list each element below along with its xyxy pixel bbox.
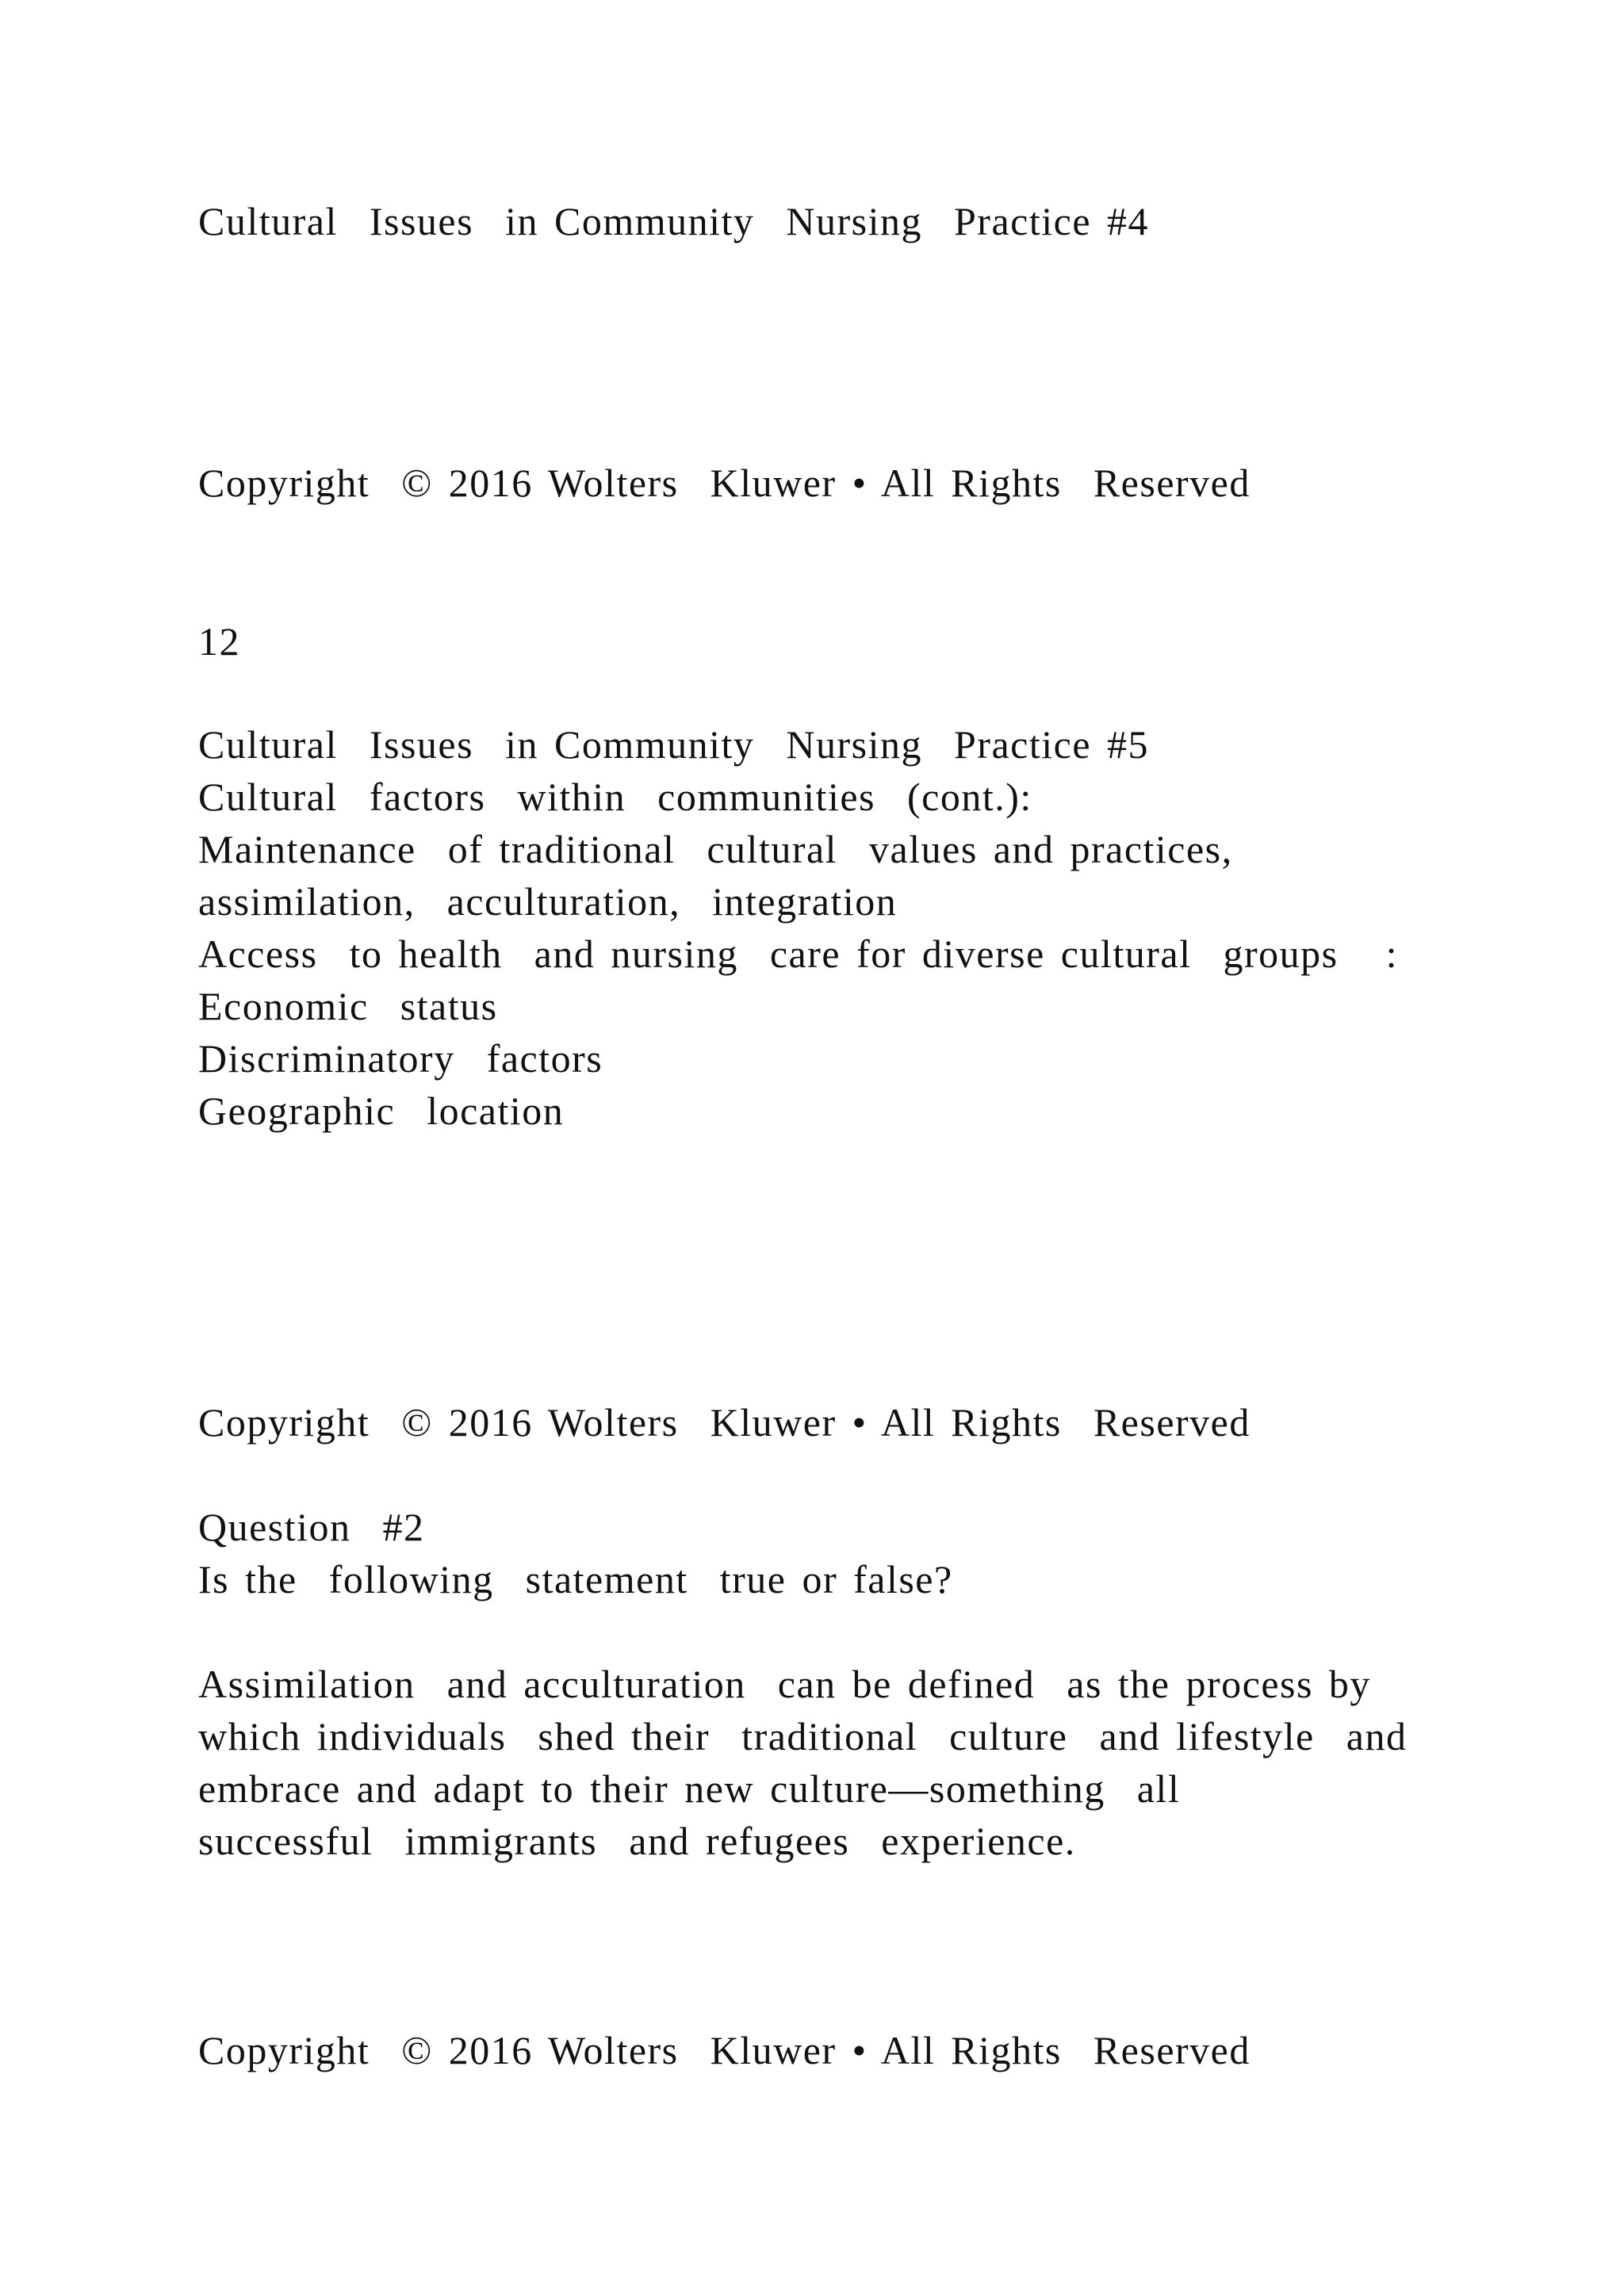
question-prompt: Is the following statement true or false?: [198, 1557, 953, 1601]
slide-5-line-7: Geographic location: [198, 1089, 565, 1133]
slide-5-line-4: Access to health and nursing care for diverse cultural groups :: [198, 932, 1398, 976]
copyright-notice-2: Copyright © 2016 Wolters Kluwer • All Rights Reserved: [198, 1400, 1251, 1445]
copyright-notice-1: Copyright © 2016 Wolters Kluwer • All Rights Reserved: [198, 461, 1251, 505]
slide-5-line-5: Economic status: [198, 984, 498, 1028]
question-statement-line-4: successful immigrants and refugees experience.: [198, 1819, 1076, 1863]
slide-5-title: Cultural Issues in Community Nursing Practice #5: [198, 722, 1150, 767]
slide-5-line-6: Discriminatory factors: [198, 1036, 603, 1081]
question-statement-line-3: embrace and adapt to their new culture—something all: [198, 1766, 1181, 1811]
copyright-notice-3: Copyright © 2016 Wolters Kluwer • All Rights Reserved: [198, 2028, 1251, 2072]
slide-5-line-2: Maintenance of traditional cultural values and practices,: [198, 827, 1233, 871]
slide-5-line-1: Cultural factors within communities (cont.):: [198, 775, 1032, 819]
question-statement-line-1: Assimilation and acculturation can be defined as the process by: [198, 1662, 1371, 1706]
question-title: Question #2: [198, 1505, 425, 1549]
slide-4-title: Cultural Issues in Community Nursing Practice #4: [198, 199, 1150, 243]
question-statement-line-2: which individuals shed their traditional culture and lifestyle and: [198, 1714, 1408, 1758]
page-number: 12: [198, 619, 240, 664]
slide-5-line-3: assimilation, acculturation, integration: [198, 879, 898, 924]
